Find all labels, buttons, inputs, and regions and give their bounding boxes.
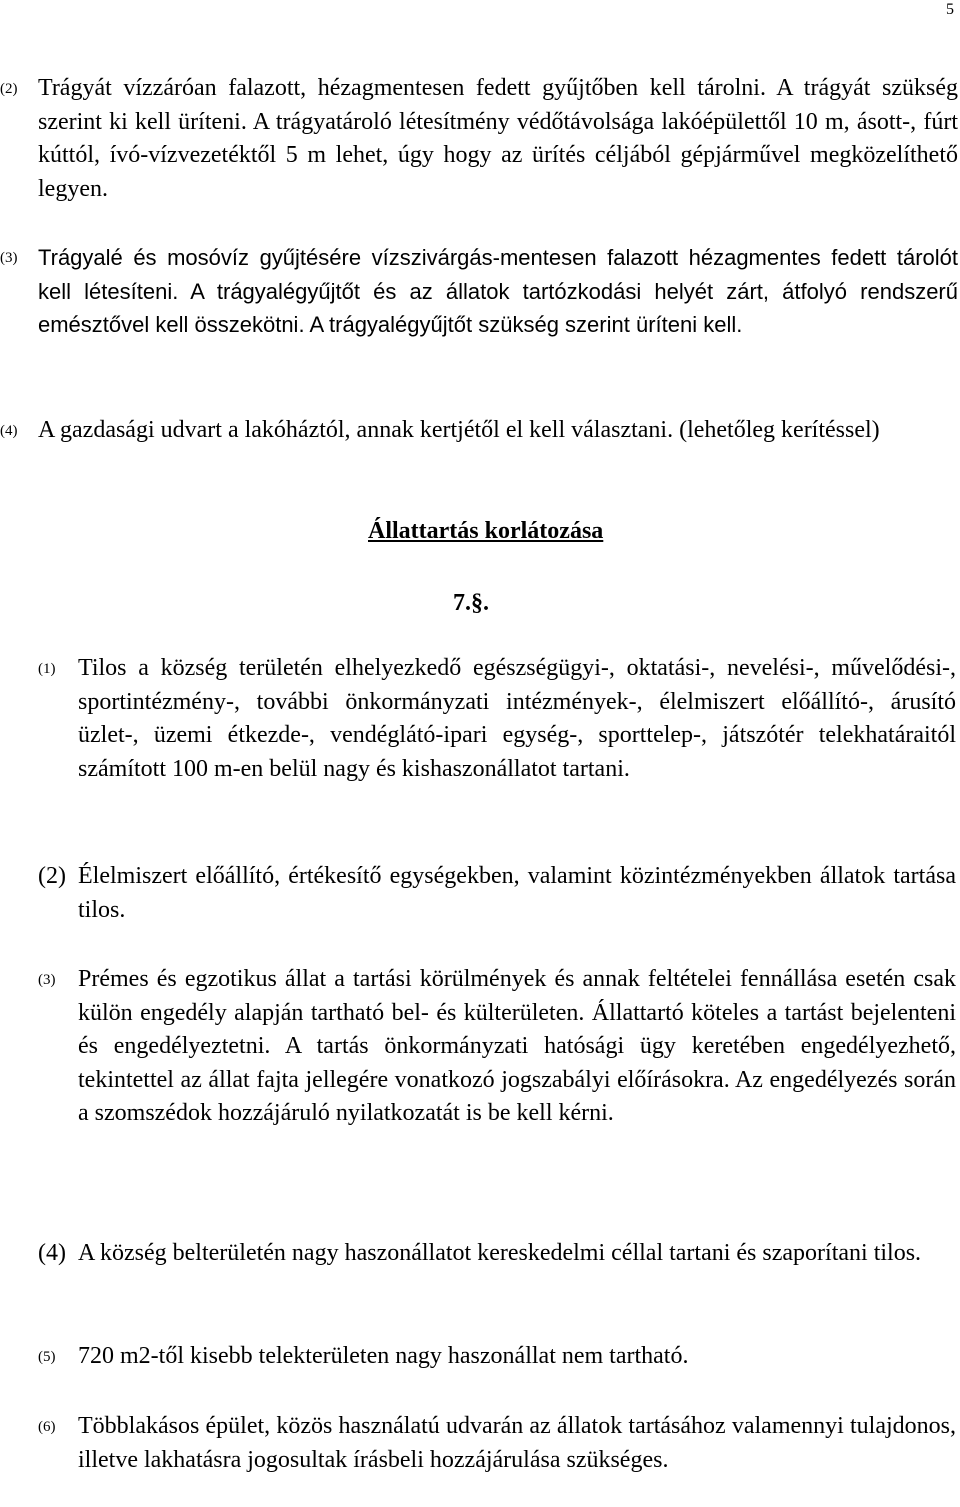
paragraph-text: Trágyát vízzáróan falazott, hézagmentesen fedett gyűjtőben kell tárolni. A trágyát szükség szerint ki kell üríteni. A trágyatároló létesítmény védőtávolsága lakóépülettől 10 m, ásott-, fúrt kúttól, ívó-vízvezetéktől 5 m lehet, úgy hogy az ürítés céljából gépjárművel megközelíthető legyen. — [38, 75, 958, 202]
paragraph-text: Élelmiszert előállító, értékesítő egységekben, valamint közintézményekben állatok tartása tilos. — [78, 863, 956, 923]
paragraph-2 — [0, 72, 958, 206]
section-number: 7.§. — [453, 590, 489, 616]
paragraph-number: (6) — [38, 1419, 56, 1435]
paragraph-number: (1) — [38, 661, 56, 677]
paragraph-text: 720 m2-től kisebb telekterületen nagy haszonállat nem tartható. — [78, 1343, 689, 1369]
paragraph-number: (4) — [0, 423, 18, 439]
paragraph-text: Trágyalé és mosóvíz gyűjtésére vízszivárgás-mentesen falazott hézagmentes fedett tárolót kell létesíteni. A trágyalégyűjtőt és az állatok tartózkodási helyét zárt, átfolyó rendszerű emésztővel kell összekötni. A trágyalégyűjtőt szükség szerint üríteni kell. — [38, 245, 958, 337]
section-title: Állattartás korlátozása — [368, 518, 604, 544]
paragraph-text: A gazdasági udvart a lakóháztól, annak kertjétől el kell választani. (lehetőleg kerítéssel) — [38, 417, 880, 443]
section-paragraph-5 — [38, 1340, 956, 1374]
paragraph-number: (2) — [38, 863, 66, 889]
section-paragraph-4 — [38, 1237, 956, 1271]
paragraph-3 — [0, 241, 958, 342]
section-paragraph-2 — [38, 860, 956, 927]
paragraph-number: (3) — [0, 250, 18, 266]
section-paragraph-6 — [38, 1410, 956, 1477]
paragraph-text: Tilos a község területén elhelyezkedő egészségügyi-, oktatási-, nevelési-, művelődési-, sportintézmény-, további önkormányzati intézmények-, élelmiszert előállító-, árusító üzlet-, üzemi étkezde-, vendéglátó-ipari egység-, sporttelep-, játszótér telekhatáraitól számított 100 m-en belül nagy és kishaszonállatot tartani. — [78, 655, 956, 782]
page-number: 5 — [946, 1, 954, 18]
paragraph-text: Többlakásos épület, közös használatú udvarán az állatok tartásához valamennyi tulajdonos, illetve lakhatásra jogosultak írásbeli hozzájárulása szükséges. — [78, 1413, 956, 1473]
paragraph-number: (5) — [38, 1349, 56, 1365]
section-paragraph-3 — [38, 963, 956, 1131]
paragraph-number: (2) — [0, 81, 18, 97]
section-paragraph-1 — [38, 652, 956, 786]
paragraph-number: (3) — [38, 972, 56, 988]
paragraph-text: Prémes és egzotikus állat a tartási körülmények és annak feltételei fennállása esetén csak külön engedély alapján tartható bel- és külterületen. Állattartó köteles a tartást bejelenteni és engedélyeztetni. A tartás önkormányzati hatósági ügy keretében engedélyezhető, tekintettel az állat fajta jellegére vonatkozó jogszabályi előírásokra. Az engedélyezés során a szomszédok hozzájáruló nyilatkozatát is be kell kérni. — [78, 966, 956, 1126]
paragraph-number: (4) — [38, 1240, 66, 1266]
paragraph-4 — [0, 414, 958, 448]
paragraph-text: A község belterületén nagy haszonállatot kereskedelmi céllal tartani és szaporítani tilos. — [78, 1240, 922, 1266]
